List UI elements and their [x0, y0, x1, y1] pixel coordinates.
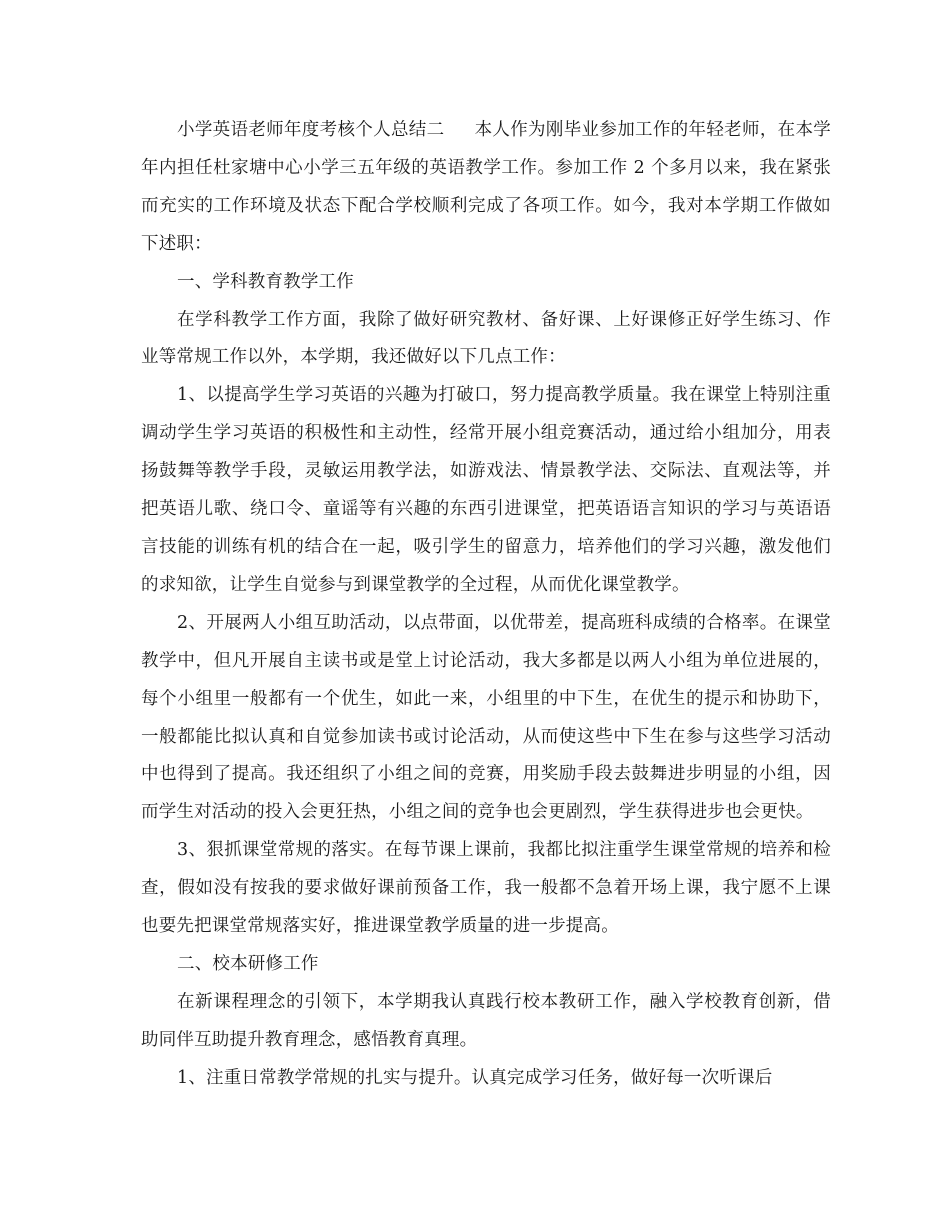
paragraph-text: 本人作为刚毕业参加工作的年轻老师，在本学年内担任杜家塘中心小学三五年级的英语教学工作。参加工作 2 个多月以来，我在紧张而充实的工作环境及状态下配合学校顺利完成了各项工作。如今，我对本学期工作做如下述职： — [141, 120, 832, 254]
paragraph: 1、以提高学生学习英语的兴趣为打破口，努力提高教学质量。我在课堂上特别注重调动学生学习英语的积极性和主动性，经常开展小组竞赛活动，通过给小组加分，用表扬鼓舞等教学手段，灵敏运用教学法，如游戏法、情景教学法、交际法、直观法等，并把英语儿歌、绕口令、童谣等有兴趣的东西引进课堂，把英语语言知识的学习与英语语言技能的训练有机的结合在一起，吸引学生的留意力，培养他们的学习兴趣，激发他们的求知欲，让学生自觉参与到课堂教学的全过程，从而优化课堂教学。 — [141, 385, 831, 595]
paragraph: 3、狠抓课堂常规的落实。在每节课上课前，我都比拟注重学生课堂常规的培养和检查，假如没有按我的要求做好课前预备工作，我一般都不急着开场上课，我宁愿不上课也要先把课堂常规落实好，推进课堂教学质量的进一步提高。 — [141, 840, 831, 937]
section-heading: 一、学科教育教学工作 — [177, 271, 354, 292]
document-title: 小学英语老师年度考核个人总结二 — [177, 120, 445, 140]
intro-paragraph — [141, 112, 831, 264]
section-heading: 二、校本研修工作 — [177, 953, 319, 974]
paragraph: 在新课程理念的引领下，本学期我认真践行校本教研工作，融入学校教育创新，借助同伴互助提升教育理念，感悟教育真理。 — [141, 991, 831, 1050]
document-body — [141, 112, 831, 1098]
paragraph: 2、开展两人小组互助活动，以点带面，以优带差，提高班科成绩的合格率。在课堂教学中，但凡开展自主读书或是堂上讨论活动，我大多都是以两人小组为单位进展的，每个小组里一般都有一个优生，如此一来，小组里的中下生，在优生的提示和协助下，一般都能比拟认真和自觉参加读书或讨论活动，从而使这些中下生在参与这些学习活动中也得到了提高。我还组织了小组之间的竞赛，用奖励手段去鼓舞进步明显的小组，因而学生对活动的投入会更狂热，小组之间的竞争也会更剧烈，学生获得进步也会更快。 — [141, 612, 831, 823]
paragraph: 1、注重日常教学常规的扎实与提升。认真完成学习任务，做好每一次听课后 — [177, 1067, 773, 1088]
paragraph: 在学科教学工作方面，我除了做好研究教材、备好课、上好课修正好学生练习、作业等常规工作以外，本学期，我还做好以下几点工作： — [141, 309, 831, 368]
